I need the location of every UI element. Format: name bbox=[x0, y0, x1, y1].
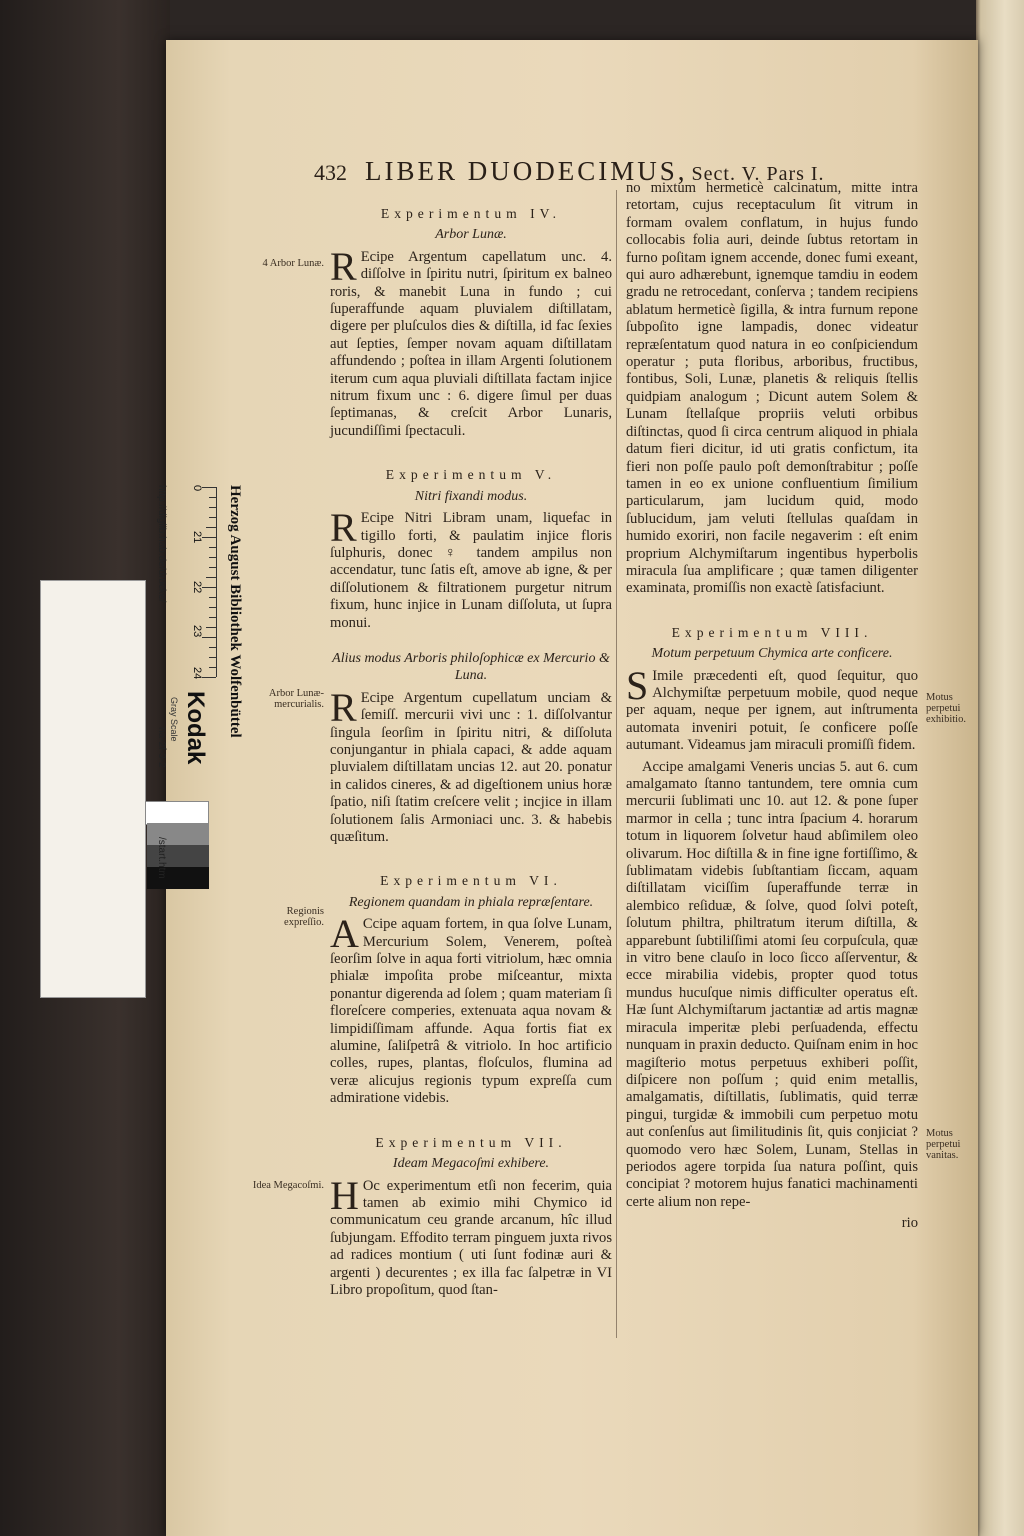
margin-note-arbor-lunae: 4 Arbor Lunæ. bbox=[262, 258, 324, 269]
exp8-dropcap: S bbox=[626, 662, 649, 708]
exp6-text bbox=[330, 911, 612, 1107]
exp7-heading: Experimentum VII. bbox=[375, 1134, 567, 1150]
right-column bbox=[626, 180, 918, 1233]
exp8-text2: Accipe amalgami Veneris uncias 5. aut 6. cum amalgamato ſtanno tantundem, tere omnia cum mercurii ſublimati unc 10. aut 12. & pone ſuper marmor in cella ; tunc intra ſpacium 4. horarum totum in liquorem ſolvetur haud abſimilem oleo olivarum. Hoc diſtilla & in fine igne fortiſſimo, & ſublimatam videbis ſubſtantiam ſiccam, aquam diſtillatam viciſſim ſuperaffunde terræ in alembico reſiduæ, & ſolve, quod ſolvi poteſt, ſolutum philtra, philtratum iterum diſtilla, & apparebunt ſubtiliſſimi atomi ſeu corpuſcula, quæ in vitro bene clauſo in loco ſicco aſſerventur, & ecce mirabilia videbis, propter quod totus mundus hucuſque nimis difficulter operatus eſt. Hæ ſunt Alchymiſtarum jactantiæ ad artis magnæ miracula imperitæ plebi perſuadenda, effectu nunquam in praxin deducto. Quiſnam enim in hoc magiſterio motus perpetuus exhiberi poſſit, diſpicere non poſſum ; quid enim metallis, amalgamatis, diſtillatis, ſublimatis, quid terræ pingui, turgidæ & immobili cum perpetuo motu aut conſenſus aut ſimilitudinis ſit, quis conjiciat ? quomodo vero hæc Solem, Lunam, Stellas in periodos agere torpida ſua natura poſſint, quis concipiat ? motorem hujus fanatici machinamenti certe alium non repe- bbox=[626, 758, 918, 1210]
exp5-subtitle: Nitri fixandi modus. bbox=[414, 488, 528, 504]
alius-subtitle: Alius modus Arboris philoſophicæ ex Mercurio & Luna. bbox=[332, 650, 610, 684]
book-page bbox=[166, 40, 978, 1536]
scale-number-22: 22 bbox=[191, 581, 203, 594]
facing-page-bleed bbox=[990, 80, 1020, 980]
header-title: LIBER DUODECIMUS, bbox=[365, 156, 688, 186]
shelfmark-code: na-2f-3-2 bbox=[156, 727, 167, 768]
alius-dropcap: R bbox=[330, 684, 357, 730]
exp5-body: Ecipe Nitri Libram unam, liquefac in tigillo forti, & paulatim injice floris ſulphuris, donec ♀ tandem ampilus non accendatur, tunc ſatis eſt, amove ab igne, & per diſſolutionem & filtrationem purgetur nitrum fixum, hunc injice in Lunam diſſoluta, ut ſupra monui. bbox=[330, 510, 612, 631]
scale-number-23: 23 bbox=[191, 625, 203, 638]
exp5-text bbox=[330, 505, 612, 632]
kodak-logo: Kodak bbox=[182, 691, 209, 765]
exp4-body: Ecipe Argentum capellatum unc. 4. diſſolve in ſpiritu nutri, ſpiritum ex balneo roris, & manebit Luna in fundo ; cui ſuperaffunde aquam pluvialem diſtillatam, digere per pluſculos dies & diſtilla, id fac ſexies aut ſepties, ſemper novam aquam diſtillatam affundendo ; poſtea in illam Argenti ſolutionem iterum cum aqua pluviali diſtillata factam injice nitrum fixum unc : 6. digere ſimul per duas ſeptimanas, & creſcit Arbor Lunaris, jucundiſſimi ſpectaculi. bbox=[330, 248, 612, 439]
exp6-subtitle: Regionem quandam in phiala repræſentare. bbox=[348, 894, 594, 910]
start-path: /start.htm bbox=[156, 837, 167, 879]
exp4-dropcap: R bbox=[330, 243, 357, 289]
left-column bbox=[330, 195, 612, 1303]
alius-body: Ecipe Argentum cupellatum unciam & ſemiſſ. mercurii vivi unc : 1. diſſolvantur ſingula ſeorſim in ſpiritu nitri, & diſſoluta conjungantur in phiala capaci, & adde aquam pluvialem diſtillatam uncias 12. aut 20. ponatur in calidos cineres, & ad digeſtionem unius horæ ſpatio, niſi ſtatim creſcere velit ; incjice in illam ſolutionem ſalis Armoniaci unc. 3. & habebis quæſitum. bbox=[330, 689, 612, 845]
exp6-heading: Experimentum VI. bbox=[380, 873, 562, 889]
exp6-body: Ccipe aquam fortem, in qua ſolve Lunam, Mercurium Solem, Venerem, poſteà ſeorſim ſolve in aqua forti vitriolum, hæc omnia phialæ impoſita probe miſceantur, mixta ponantur digerenda ad ſolem ; quam materiam ſi floreſcere comperies, extenuata aqua novam & limpidiſſimam affunde. Aqua fortis fiat ex alumine, ſaliſpetrâ & vitriolo. In hoc artificio colles, rupes, plantas, floſculos, flumina ad veræ alicujus regionis typum expreſſa cum admiratione videbis. bbox=[330, 916, 612, 1107]
digital-library-url: http://diglib.hab.de/drucke/ bbox=[156, 485, 167, 603]
exp5-heading: Experimentum V. bbox=[385, 467, 557, 483]
exp7-subtitle: Ideam Megacoſmi exhibere. bbox=[392, 1156, 550, 1172]
exp7-dropcap: H bbox=[330, 1172, 359, 1218]
scale-number-0: 0 bbox=[191, 485, 203, 492]
margin-note-idea-megacosmi: Idea Megacoſmi. bbox=[252, 1180, 324, 1191]
margin-note-motus-exhibitio: Motus perpetui exhibitio. bbox=[926, 692, 966, 725]
margin-note-arbor-mercurialis: Arbor Lunæ-mercurialis. bbox=[268, 688, 324, 710]
margin-note-motus-vanitas: Motus perpetui vanitas. bbox=[926, 1128, 961, 1161]
exp5-dropcap: R bbox=[330, 505, 357, 551]
scale-number-24: 24 bbox=[191, 667, 203, 680]
gray-patch-white bbox=[145, 801, 209, 825]
catchword: rio bbox=[901, 1215, 918, 1232]
exp6-dropcap: A bbox=[330, 911, 359, 957]
continuation-text: no mixtum hermeticè calcinatum, mitte intra retortam, cujus receptaculum ſit vitrum in formam ovalem conflatum, in hujus fundo collocabis folia auri, deinde ſubtus retortam in furno poſitam ignem accende, donec fumi exeant, qui auro adhærebunt, ignemque tamdiu in eodem gradu ne retrocedant, conſerva ; tandem recipiens ablatum hermeticè ſigilla, & intra furnum repone ſubpoſito igne lampadis, donec videatur repræſentatum quod natura in eo conſpiciendum operatur ; puta floribus, arboribus, fructibus, fontibus, Soli, Lunæ, planetis & reliquis ſtellis quidpiam analogum ; Dicunt autem Solem & Lunam ſtellaſque propriis veluti orbibus diſtinctas, quod ſi circa centrum aliquod in phiala datum fieri dicitur, id uti gratis confictum, ita fieri non poſſe paulo poſt demonſtrabitur ; poſſe tamen in eo ex unione confluentium ſimilium particularum, jam lucidum quid, modo ſublucidum, jam veluti ſtellulas quaſdam in humido exoriri, non facile negaverim : eſt enim proprium Alchymiſtarum ingentibus hyperbolis miracula ſua amplificare ; quæ tamen diligenter examinata, promiſſis non exactè ſatisfaciunt. bbox=[626, 180, 918, 597]
column-divider bbox=[616, 190, 617, 1338]
page-number: 432 bbox=[314, 160, 347, 185]
library-name: Herzog August Bibliothek Wolfenbüttel bbox=[227, 485, 243, 738]
exp8-subtitle: Motum perpetuum Chymica arte conficere. bbox=[651, 646, 893, 662]
exp7-text bbox=[330, 1172, 612, 1300]
exp4-text bbox=[330, 243, 612, 440]
alius-text bbox=[330, 684, 612, 847]
gray-scale-label: Gray Scale bbox=[169, 697, 179, 742]
header-section: Sect. V. Pars I. bbox=[691, 163, 825, 185]
margin-note-regionis: Regionis expreſſio. bbox=[284, 906, 324, 928]
exp8-text1 bbox=[626, 662, 918, 755]
exp4-heading: Experimentum IV. bbox=[380, 206, 562, 221]
exp7-body: Oc experimentum etſi non fecerim, quia tamen ab eximio mihi Chymico id communicatum ceu grande arcanum, hîc illud ſubjungam. Effodito terram pinguem juxta rivos ad radices montium ( uti ſunt fodinæ auri & argenti ) decurentes ; ex illa fac ſalpetræ in VI Libro propoſitum, quod ſtan- bbox=[330, 1177, 612, 1298]
scale-number-21: 21 bbox=[191, 531, 203, 544]
facing-page-edge bbox=[976, 0, 1024, 1536]
exp4-subtitle: Arbor Lunæ. bbox=[435, 227, 507, 243]
scale-card-content bbox=[145, 477, 249, 893]
exp8-heading: Experimentum VIII. bbox=[671, 624, 873, 640]
exp8-body1: Imile præcedenti eſt, quod ſequitur, quo Alchymiſtæ perpetuum mobile, quod neque per aquam, neque per ignem, aut inſtrumenta automata inveniri potuit, ſe conficere poſſe autumant. Videamus jam miraculi promiſſi fidem. bbox=[626, 667, 918, 754]
library-scale-card bbox=[40, 485, 243, 998]
